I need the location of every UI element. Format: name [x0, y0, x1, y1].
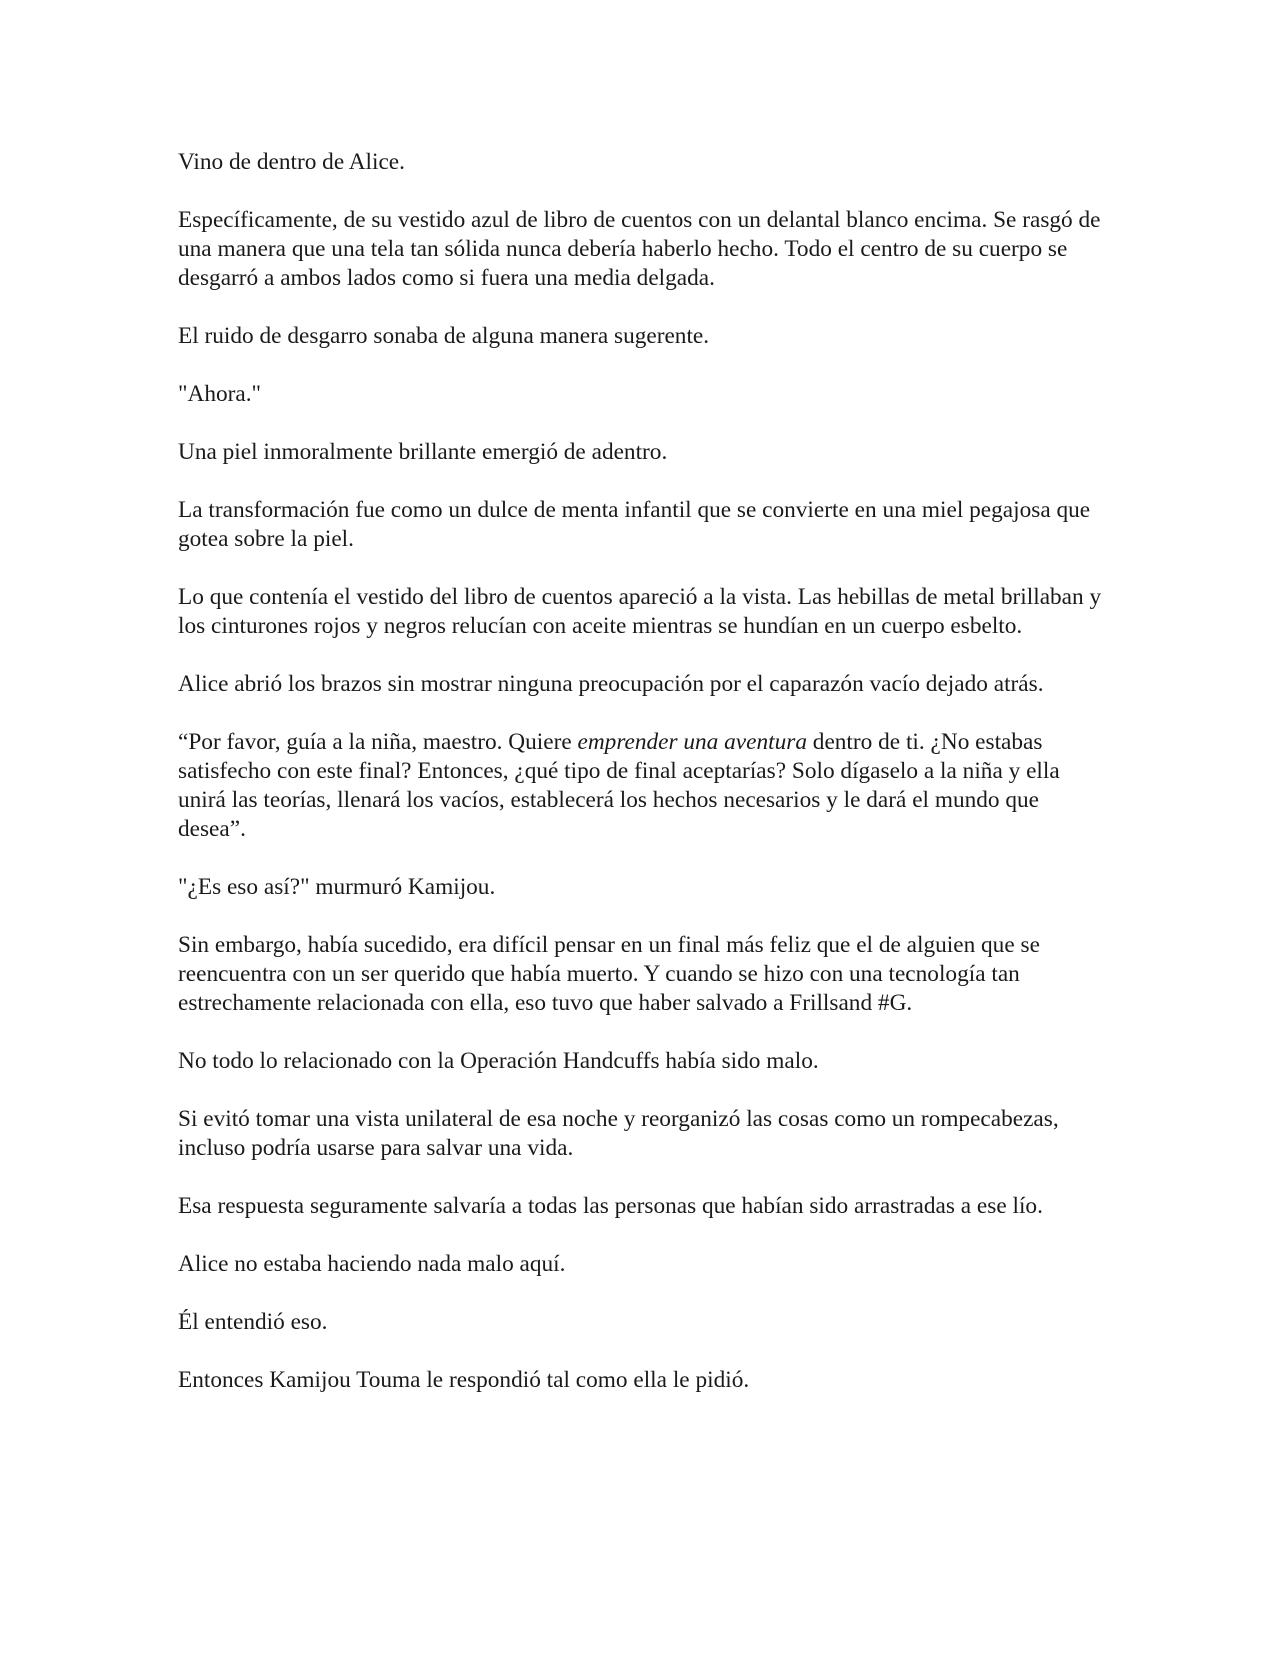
paragraph: Entonces Kamijou Touma le respondió tal como ella le pidió. [178, 1367, 750, 1393]
paragraph: Esa respuesta seguramente salvaría a todas las personas que habían sido arrastradas a ese lío. [178, 1193, 1043, 1219]
dialogue-text-before: “Por favor, guía a la niña, maestro. Quiere [178, 729, 578, 755]
paragraph: El ruido de desgarro sonaba de alguna manera sugerente. [178, 323, 710, 349]
paragraph-dialogue [178, 728, 1108, 844]
paragraph: Sin embargo, había sucedido, era difícil pensar en un final más feliz que el de alguien que se reencuentra con un ser querido que había muerto. Y cuando se hizo con una tecnología tan estrechamente relacionada con ella, eso tuvo que haber salvado a Frillsand #G. [178, 932, 1040, 1016]
paragraph: La transformación fue como un dulce de menta infantil que se convierte en una miel pegajosa que gotea sobre la piel. [178, 497, 1091, 552]
dialogue-emphasis: emprender una aventura [577, 729, 807, 755]
paragraph: Una piel inmoralmente brillante emergió de adentro. [178, 439, 668, 465]
paragraph: Si evitó tomar una vista unilateral de esa noche y reorganizó las cosas como un rompecabezas, incluso podría usarse para salvar una vida. [178, 1106, 1059, 1161]
paragraph: Lo que contenía el vestido del libro de cuentos apareció a la vista. Las hebillas de metal brillaban y los cinturones rojos y negros relucían con aceite mientras se hundían en un cuerpo esbelto. [178, 584, 1102, 639]
document-page [178, 148, 1108, 1424]
paragraph-dialogue: "¿Es eso así?" murmuró Kamijou. [178, 874, 496, 900]
paragraph: Específicamente, de su vestido azul de libro de cuentos con un delantal blanco encima. Se rasgó de una manera que una tela tan sólida nunca debería haberlo hecho. Todo el centro de su cuerpo se desgarró a ambos lados como si fuera una media delgada. [178, 207, 1101, 291]
paragraph: Alice abrió los brazos sin mostrar ninguna preocupación por el caparazón vacío dejado atrás. [178, 671, 1044, 697]
paragraph: Vino de dentro de Alice. [178, 149, 405, 175]
dialogue-text-after: dentro de ti. ¿No estabas satisfecho con este final? Entonces, ¿qué tipo de final aceptarías? Solo dígaselo a la niña y ella unirá las teorías, llenará los vacíos, establecerá los hechos necesarios y le dará el mundo que desea”. [178, 729, 1060, 842]
paragraph: No todo lo relacionado con la Operación Handcuffs había sido malo. [178, 1048, 819, 1074]
paragraph: Él entendió eso. [178, 1309, 328, 1335]
paragraph: Alice no estaba haciendo nada malo aquí. [178, 1251, 566, 1277]
paragraph-dialogue: "Ahora." [178, 381, 262, 407]
